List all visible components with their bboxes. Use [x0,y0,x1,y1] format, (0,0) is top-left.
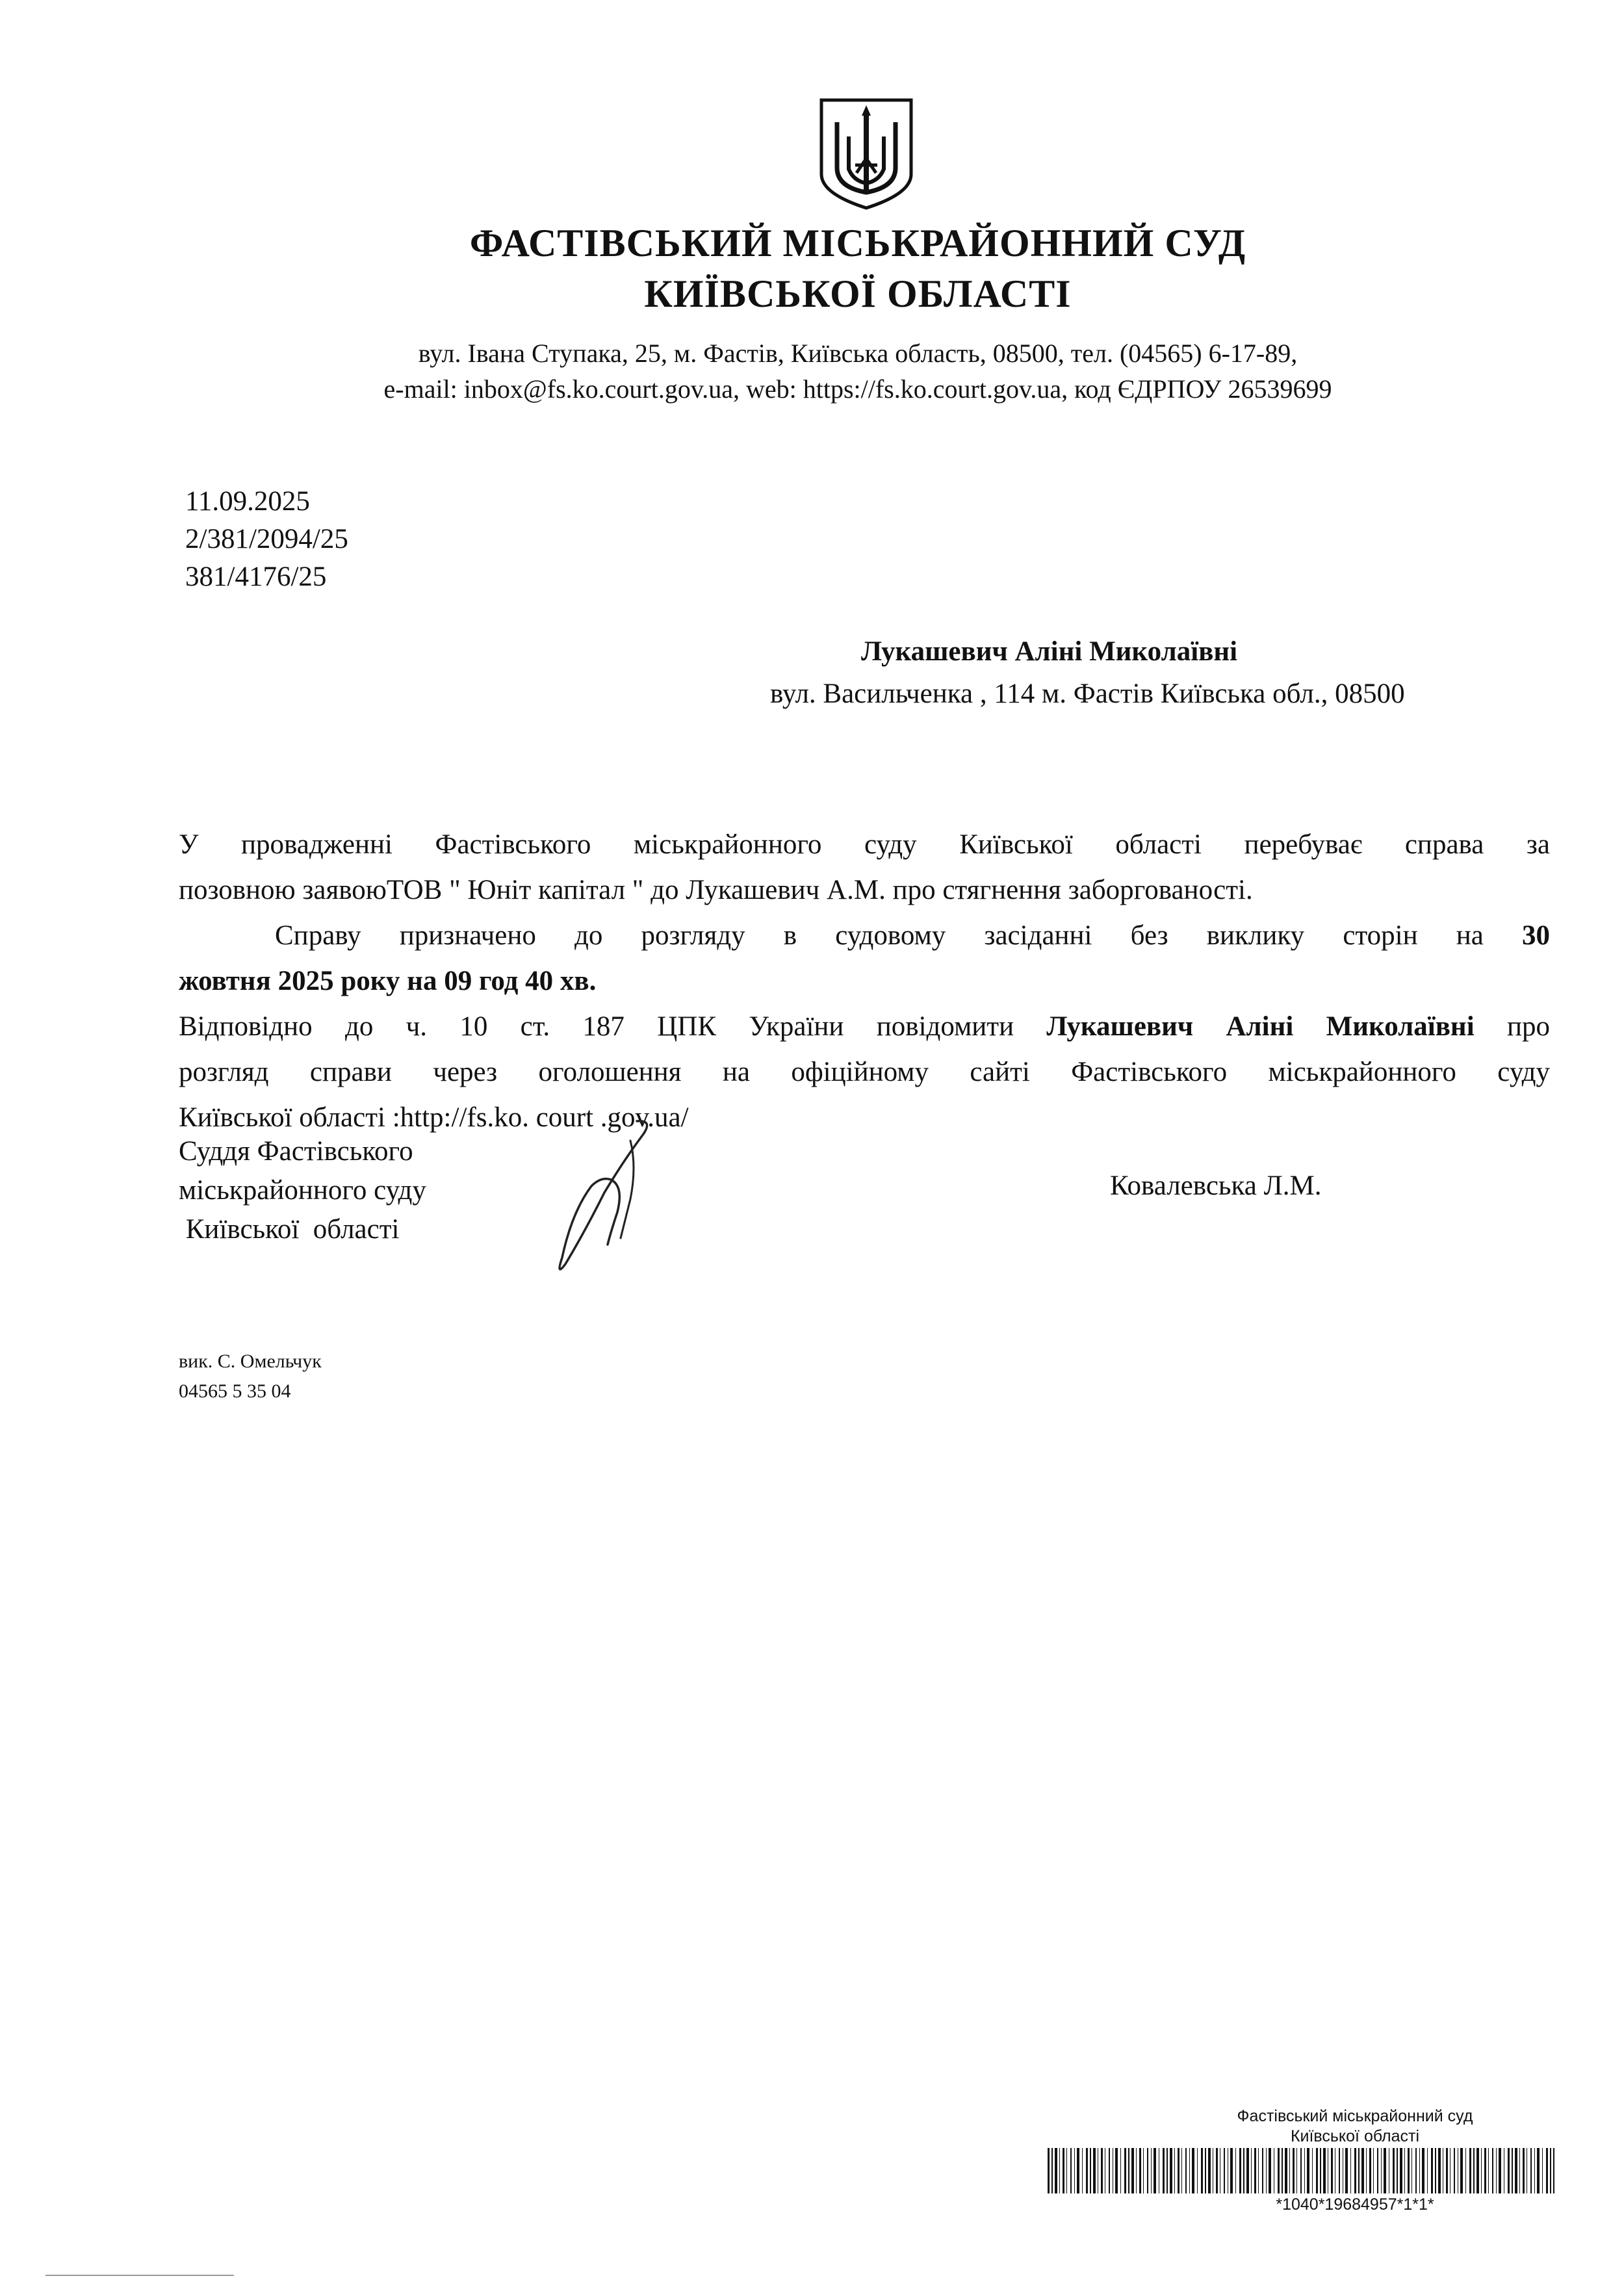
divider [45,2275,234,2276]
hearing-date-time: жовтня 2025 року на 09 год 40 хв. [179,966,597,996]
body-line [179,913,1550,959]
court-address-line2: e-mail: inbox@fs.ko.court.gov.ua, web: https://fs.ko.court.gov.ua, код ЄДРПОУ 26539699 [383,374,1332,404]
executor-name: вик. С. Омельчук [179,1351,322,1372]
barcode-number: *1040*19684957*1*1* [1276,2195,1434,2214]
stamp-court-name: Фастівський міськрайонний суд [1237,2107,1473,2125]
body-line: У провадженні Фастівського міськрайонного суду Київської області перебуває справа за [179,829,1550,860]
defendant-name: Лукашевич Аліні Миколаївні [1046,1011,1475,1042]
judge-name: Ковалевська Л.М. [1110,1170,1322,1201]
document-date: 11.09.2025 [185,486,310,517]
notice-about: про [1474,1011,1550,1042]
judge-title-line: Суддя Фастівського [179,1136,413,1167]
notice-basis: Відповідно до ч. 10 ст. 187 ЦПК України повідомити [179,1011,1047,1042]
stamp-region: Київської області [1290,2127,1420,2145]
judge-title-line: міськрайонного суду [179,1175,426,1206]
court-address-line1: вул. Івана Ступака, 25, м. Фастів, Київська область, 08500, тел. (04565) 6-17-89, [418,339,1298,368]
body-line: розгляд справи через оголошення на офіційному сайті Фастівського міськрайонного суду [179,1057,1550,1087]
handwritten-signature [539,1115,669,1284]
executor-phone: 04565 5 35 04 [179,1380,291,1402]
recipient-name: Лукашевич Аліні Миколаївні [861,636,1238,667]
court-name-line2: КИЇВСЬКОЇ ОБЛАСТІ [644,272,1072,315]
body-line [179,959,1550,1004]
judge-title [179,1132,426,1249]
body-line: Київської області :http://fs.ko. court .gov.ua/ [179,1102,689,1133]
outgoing-number: 381/4176/25 [185,562,327,592]
body-line [179,1004,1550,1050]
court-name-line1: ФАСТІВСЬКИЙ МІСЬКРАЙОННИЙ СУД [469,222,1246,265]
barcode [1048,2148,1554,2193]
coat-of-arms-icon [818,96,915,212]
hearing-text: Справу призначено до розгляду в судовому засіданні без виклику сторін на [275,920,1522,951]
body-line: позовною заявоюТОВ " Юніт капітал " до Лукашевич А.М. про стягнення заборгованості. [179,875,1253,905]
case-number: 2/381/2094/25 [185,524,348,554]
notice-body [179,822,1550,1141]
hearing-day: 30 [1522,920,1550,951]
judge-title-line: Київської області [179,1214,400,1245]
executor-info [179,1347,322,1406]
recipient-address: вул. Васильченка , 114 м. Фастів Київська обл., 08500 [770,679,1405,709]
